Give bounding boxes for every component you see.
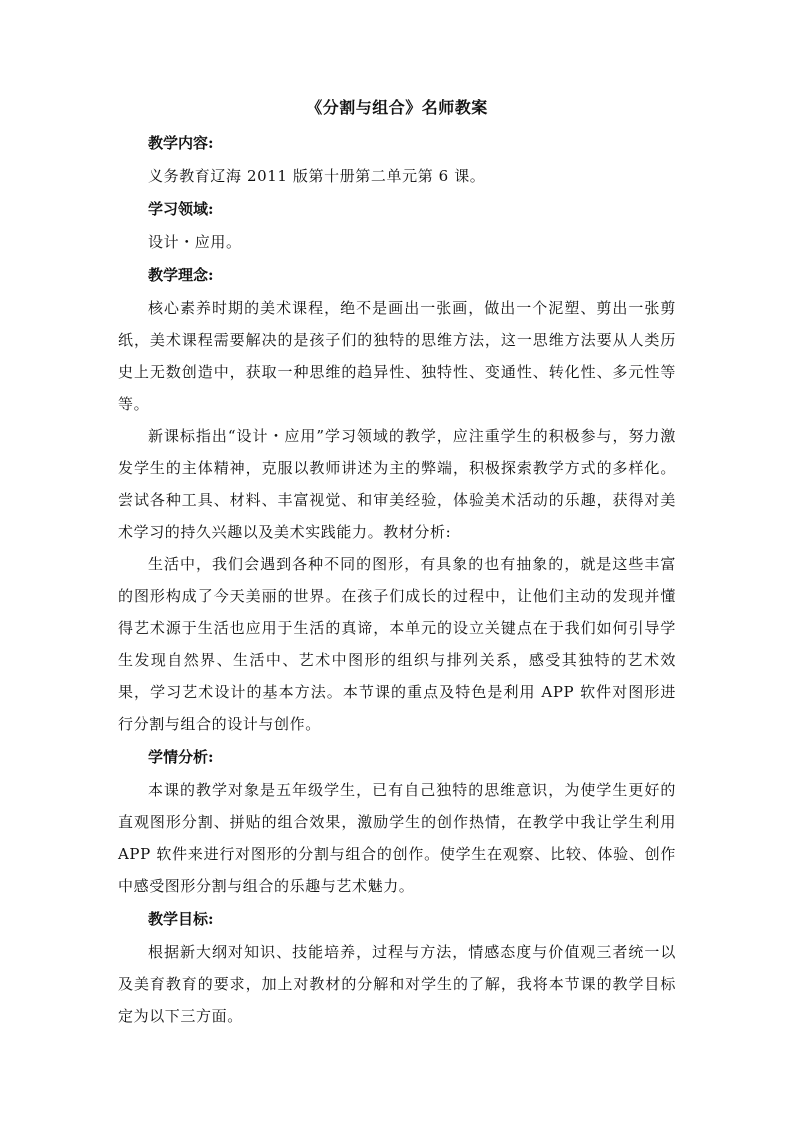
paragraph: 生活中，我们会遇到各种不同的图形，有具象的也有抽象的，就是这些丰富的图形构成了今天美丽的世界。在孩子们成长的过程中，让他们主动的发现并懂得艺术源于生活也应用于生活的真谛，本单元的设立关键点在于我们如何引导学生发现自然界、生活中、艺术中图形的组织与排列关系，感受其独特的艺术效果，学习艺术设计的基本方法。本节课的重点及特色是利用 APP 软件对图形进行分割与组合的设计与创作。 xyxy=(118,555,676,733)
section-student-analysis xyxy=(118,740,676,902)
section-learning-domain xyxy=(118,192,676,258)
document-page xyxy=(118,96,676,1032)
paragraph: 新课标指出“设计・应用”学习领域的教学，应注重学生的积极参与，努力激发学生的主体精神，克服以教师讲述为主的弊端，积极探索教学方式的多样化。尝试各种工具、材料、丰富视觉、和审美经验，体验美术活动的乐趣，获得对美术学习的持久兴趣以及美术实践能力。教材分析: xyxy=(118,427,676,541)
paragraph: 义务教育辽海 2011 版第十册第二单元第 6 课。 xyxy=(148,167,486,185)
section-teaching-content xyxy=(118,126,676,192)
section-heading: 教学理念: xyxy=(148,266,214,284)
document-title: 《分割与组合》名师教案 xyxy=(306,98,488,117)
section-heading: 教学目标: xyxy=(148,910,214,928)
section-teaching-philosophy xyxy=(118,258,676,740)
paragraph: 本课的教学对象是五年级学生，已有自己独特的思维意识，为使学生更好的直观图形分割、拼贴的组合效果，激励学生的创作热情，在教学中我让学生利用 APP 软件来进行对图形的分割与组合的创作。使学生在观察、比较、体验、创作中感受图形分割与组合的乐趣与艺术魅力。 xyxy=(118,781,676,895)
paragraph: 核心素养时期的美术课程，绝不是画出一张画，做出一个泥塑、剪出一张剪纸，美术课程需要解决的是孩子们的独特的思维方法，这一思维方法要从人类历史上无数创造中，获取一种思维的趋异性、独特性、变通性、转化性、多元性等等。 xyxy=(118,299,676,413)
section-heading: 学习领域: xyxy=(148,200,214,218)
section-heading: 教学内容: xyxy=(148,134,214,152)
paragraph: 设计・应用。 xyxy=(148,233,242,251)
section-heading: 学情分析: xyxy=(148,748,214,766)
section-teaching-objectives xyxy=(118,902,676,1032)
paragraph: 根据新大纲对知识、技能培养，过程与方法，情感态度与价值观三者统一以及美育教育的要求，加上对教材的分解和对学生的了解，我将本节课的教学目标定为以下三方面。 xyxy=(118,943,676,1025)
